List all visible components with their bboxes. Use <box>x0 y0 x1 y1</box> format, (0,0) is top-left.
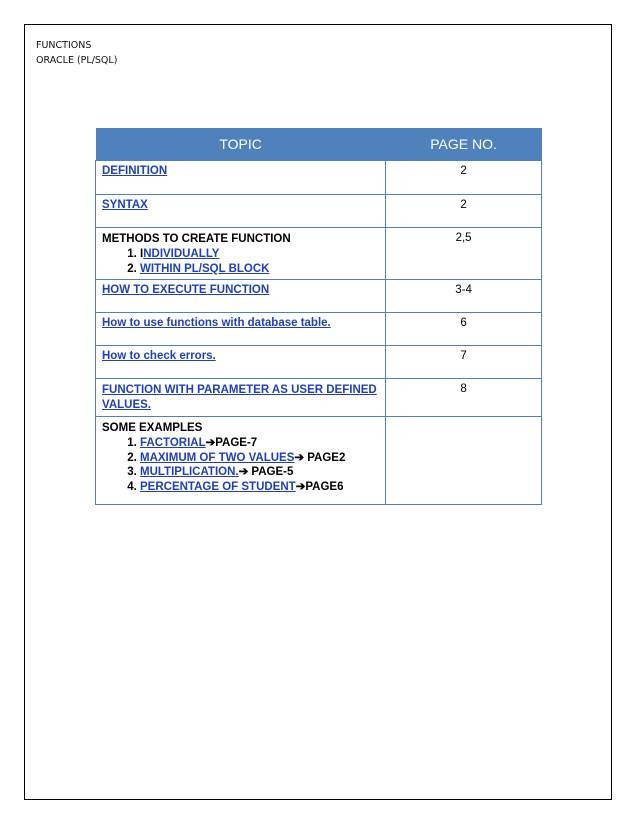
table-row <box>96 161 542 195</box>
arrow-icon: ➔ <box>294 451 305 464</box>
toc-link-parameter[interactable]: FUNCTION WITH PARAMETER AS USER DEFINED VALUES. <box>102 384 377 411</box>
toc-page: 3-4 <box>386 280 542 313</box>
toc-page: 2,5 <box>386 228 542 280</box>
toc-link-check-errors[interactable]: How to check errors. <box>102 350 216 362</box>
arrow-icon: ➔ <box>295 480 306 493</box>
toc-page: 2 <box>386 161 542 195</box>
table-of-contents <box>95 128 542 505</box>
toc-link-multiplication[interactable]: MULTIPLICATION. <box>140 466 239 478</box>
toc-page: 6 <box>386 313 542 346</box>
toc-col-page: PAGE NO. <box>386 128 542 161</box>
table-row <box>96 346 542 379</box>
list-item: 2. MAXIMUM OF TWO VALUES➔ PAGE2 <box>140 451 379 466</box>
toc-page: 8 <box>386 379 542 417</box>
toc-link-database-table[interactable]: How to use functions with database table. <box>102 317 331 329</box>
list-item: 4. PERCENTAGE OF STUDENT➔PAGE6 <box>140 480 379 495</box>
toc-link-within-plsql[interactable]: WITHIN PL/SQL BLOCK <box>140 262 270 275</box>
toc-link-individually[interactable]: NDIVIDUALLY <box>143 248 220 260</box>
toc-col-topic: TOPIC <box>96 128 386 161</box>
list-item: 1. INDIVIDUALLY <box>140 247 379 262</box>
table-row <box>96 280 542 313</box>
list-item <box>140 262 379 277</box>
list-item: 1. FACTORIAL➔PAGE-7 <box>140 436 379 451</box>
header-subtitle: ORACLE (PL/SQL) <box>36 55 118 66</box>
toc-link-syntax[interactable]: SYNTAX <box>102 199 148 211</box>
methods-list <box>102 247 379 276</box>
toc-link-execute[interactable]: HOW TO EXECUTE FUNCTION <box>102 284 270 296</box>
toc-link-percentage[interactable]: PERCENTAGE OF STUDENT <box>140 480 296 493</box>
toc-page: 2 <box>386 195 542 228</box>
table-row <box>96 313 542 346</box>
table-row <box>96 417 542 505</box>
toc-examples-title: SOME EXAMPLES <box>102 422 203 434</box>
arrow-icon: ➔ <box>205 437 216 449</box>
table-row <box>96 195 542 228</box>
examples-list <box>102 436 379 494</box>
page-header <box>36 38 117 68</box>
toc-link-maximum[interactable]: MAXIMUM OF TWO VALUES <box>140 451 295 464</box>
header-title: FUNCTIONS <box>36 40 92 51</box>
toc-header-row <box>96 128 542 161</box>
table-row <box>96 379 542 417</box>
toc-methods-title: METHODS TO CREATE FUNCTION <box>102 233 291 245</box>
toc-link-factorial[interactable]: FACTORIAL <box>140 437 206 449</box>
toc-page <box>386 417 542 505</box>
toc-page: 7 <box>386 346 542 379</box>
table-row <box>96 228 542 280</box>
arrow-icon: ➔ <box>238 466 249 478</box>
toc-link-definition[interactable]: DEFINITION <box>102 165 168 177</box>
list-item: 3. MULTIPLICATION.➔ PAGE-5 <box>140 465 379 480</box>
